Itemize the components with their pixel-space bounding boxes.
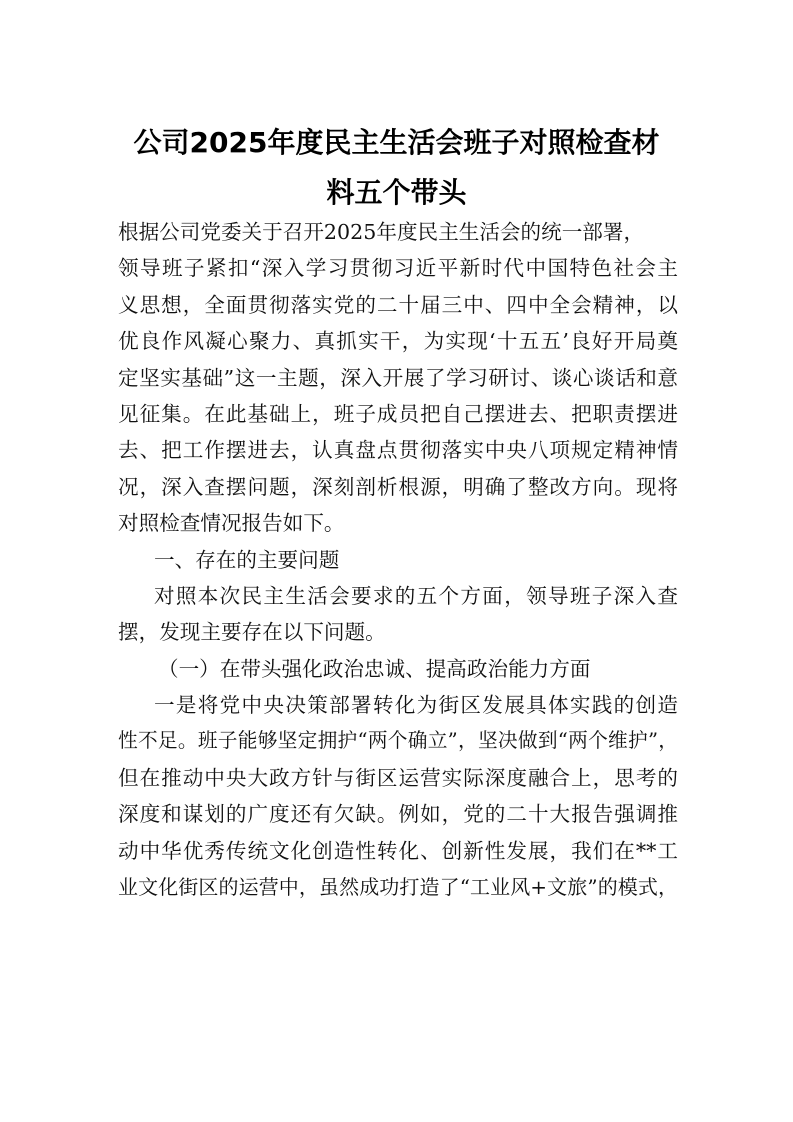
body-line: 见征集。在此基础上，班子成员把自己摆进去、把职责摆进 xyxy=(118,401,678,426)
body-line: 义思想，全面贯彻落实党的二十届三中、四中全会精神，以 xyxy=(118,292,678,317)
title-line-1: 公司2025年度民主生活会班子对照检查材 xyxy=(133,126,660,159)
body-line: 动中华优秀传统文化创造性转化、创新性发展，我们在**工 xyxy=(118,838,678,863)
body-line: 摆，发现主要存在以下问题。 xyxy=(118,620,386,645)
subsection-heading: （一）在带头强化政治忠诚、提高政治能力方面 xyxy=(158,656,591,681)
body-line: 根据公司党委关于召开2025年度民主生活会的统一部署， xyxy=(118,220,645,244)
body-line: 况，深入查摆问题，深刻剖析根源，明确了整改方向。现将 xyxy=(118,474,678,499)
body-line: 业文化街区的运营中，虽然成功打造了“工业风+文旅”的模式， xyxy=(118,875,678,900)
body-line: 定坚实基础”这一主题，深入开展了学习研讨、谈心谈话和意 xyxy=(118,365,678,390)
body-line: 一是将党中央决策部署转化为街区发展具体实践的创造 xyxy=(154,693,678,718)
body-line: 对照本次民主生活会要求的五个方面，领导班子深入查 xyxy=(154,583,678,608)
body-line: 但在推动中央大政方针与街区运营实际深度融合上，思考的 xyxy=(118,765,678,790)
body-line: 深度和谋划的广度还有欠缺。例如，党的二十大报告强调推 xyxy=(118,802,678,827)
section-heading: 一、存在的主要问题 xyxy=(154,547,340,572)
document-body xyxy=(118,214,678,905)
body-line: 去、把工作摆进去，认真盘点贯彻落实中央八项规定精神情 xyxy=(118,438,678,463)
body-line: 领导班子紧扣“深入学习贯彻习近平新时代中国特色社会主 xyxy=(118,256,678,281)
body-line: 优良作风凝心聚力、真抓实干，为实现‘十五五’良好开局奠 xyxy=(118,329,678,354)
title-line-2: 料五个带头 xyxy=(326,176,467,209)
document-title xyxy=(105,118,688,218)
body-line: 对照检查情况报告如下。 xyxy=(118,511,345,536)
body-line: 性不足。班子能够坚定拥护“两个确立”，坚决做到“两个维护”， xyxy=(118,729,678,753)
